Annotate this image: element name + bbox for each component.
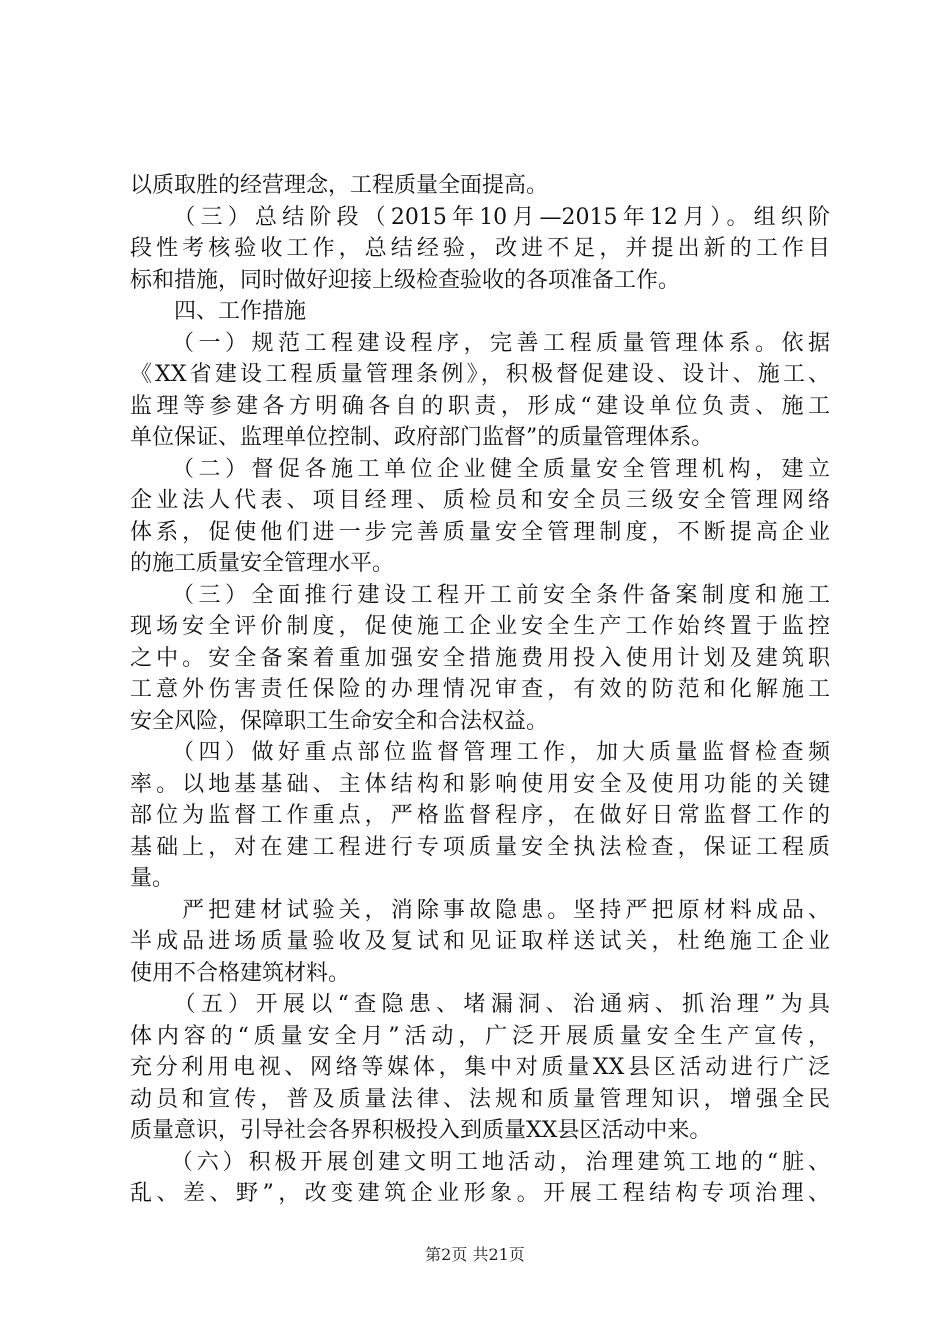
text-line: 标和措施，同时做好迎接上级检查验收的各项准备工作。 <box>130 267 681 293</box>
text-line: （一）规范工程建设程序，完善工程质量管理体系。依据 <box>130 330 830 356</box>
text-line: 量。 <box>130 866 175 891</box>
text-line: 四、工作措施 <box>130 299 307 324</box>
text-line: （五）开展以“查隐患、堵漏洞、治通病、抓治理”为具 <box>130 992 830 1017</box>
text-line: 率。以地基基础、主体结构和影响使用安全及使用功能的关键 <box>130 771 830 797</box>
text-line: 以质取胜的经营理念，工程质量全面提高。 <box>130 173 549 198</box>
text-line: （六）积极开展创建文明工地活动，治理建筑工地的“脏、 <box>130 1149 830 1175</box>
text-line: 监理等参建各方明确各自的职责，形成“建设单位负责、施工 <box>130 393 830 419</box>
document-body <box>130 170 830 1210</box>
text-line: 充分利用电视、网络等媒体，集中对质量XX县区活动进行广泛 <box>130 1055 830 1080</box>
text-line: 使用不合格建筑材料。 <box>130 960 351 986</box>
text-line: 现场安全评价制度，促使施工企业安全生产工作始终置于监控 <box>130 614 830 639</box>
text-line: 体内容的“质量安全月”活动，广泛开展质量安全生产宣传， <box>130 1023 830 1049</box>
text-line: 企业法人代表、项目经理、质检员和安全员三级安全管理网络 <box>130 488 830 513</box>
text-line: （三）总结阶段（2015年10月—2015年12月）。组织阶 <box>130 204 830 230</box>
text-line: （二）督促各施工单位企业健全质量安全管理机构，建立 <box>130 456 830 482</box>
text-line: 严把建材试验关，消除事故隐患。坚持严把原材料成品、 <box>130 897 830 923</box>
text-line: 质量意识，引导社会各界积极投入到质量XX县区活动中来。 <box>130 1118 712 1143</box>
page-footer: 第2页 共21页 <box>425 1245 525 1264</box>
text-line: 动员和宣传，普及质量法律、法规和质量管理知识，增强全民 <box>130 1086 830 1112</box>
text-line: （三）全面推行建设工程开工前安全条件备案制度和施工 <box>130 582 830 608</box>
text-line: 体系，促使他们进一步完善质量安全管理制度，不断提高企业 <box>130 519 830 545</box>
text-line: 工意外伤害责任保险的办理情况审查，有效的防范和化解施工 <box>130 677 830 702</box>
text-line: 半成品进场质量验收及复试和见证取样送试关，杜绝施工企业 <box>130 929 830 954</box>
text-line: 单位保证、监理单位控制、政府部门监督”的质量管理体系。 <box>130 425 714 450</box>
text-line: 安全风险，保障职工生命安全和合法权益。 <box>130 708 549 734</box>
text-line: 段性考核验收工作，总结经验，改进不足，并提出新的工作目 <box>130 236 830 261</box>
text-line: （四）做好重点部位监督管理工作，加大质量监督检查频 <box>130 740 830 765</box>
text-line: 乱、差、野”，改变建筑企业形象。开展工程结构专项治理、 <box>130 1181 830 1206</box>
text-line: 之中。安全备案着重加强安全措施费用投入使用计划及建筑职 <box>130 645 830 671</box>
text-line: 的施工质量安全管理水平。 <box>130 551 395 576</box>
text-line: 部位为监督工作重点，严格监督程序，在做好日常监督工作的 <box>130 803 830 828</box>
text-line: 基础上，对在建工程进行专项质量安全执法检查，保证工程质 <box>130 834 830 860</box>
text-line: 《XX省建设工程质量管理条例》，积极督促建设、设计、施工、 <box>130 362 830 387</box>
